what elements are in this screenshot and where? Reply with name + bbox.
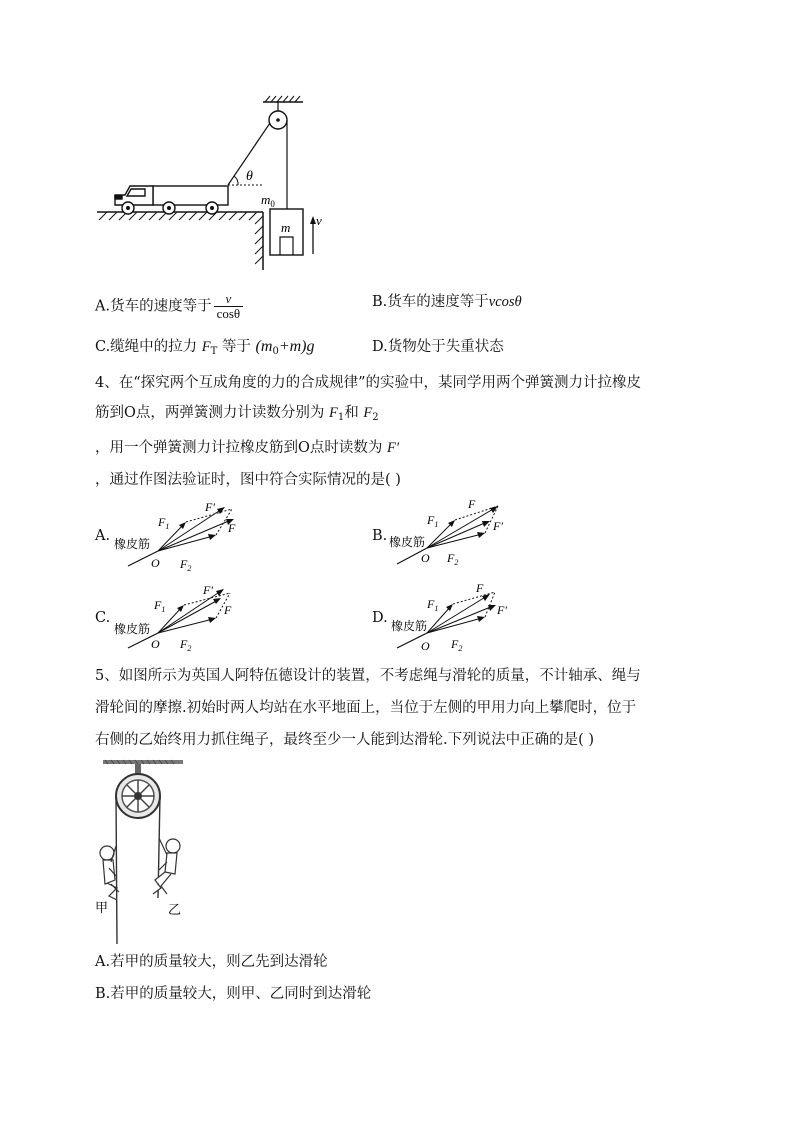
force-diagram-a (108, 496, 258, 571)
theta-label: θ (246, 169, 253, 184)
svg-text:F2: $F_2$ (180, 637, 192, 653)
svg-text:F1: $F_1$ (427, 597, 439, 613)
force-diagram-c (108, 578, 258, 653)
q4-line-2: 筋到O点，两弹簧测力计读数分别为 $F_1$和 $F_2$ (95, 405, 379, 423)
svg-text:O: O (421, 551, 430, 565)
svg-text:F1: $F_1$ (158, 515, 170, 531)
svg-text:橡皮筋: 橡皮筋 (389, 535, 426, 549)
svg-text:m0: $m_0$ (261, 192, 275, 209)
atwood-machine-figure (95, 758, 205, 948)
q3-option-b: B.货车的速度等于vcosθ (372, 294, 522, 310)
q4-option-a-label: A. (95, 528, 111, 544)
svg-text:F2: $F_2$ (447, 551, 459, 567)
svg-text:F′: F′ (497, 603, 507, 617)
q4-option-d-label: D. (372, 610, 388, 626)
q4-option-c-label: C. (95, 610, 111, 626)
svg-text:甲: 甲 (95, 900, 109, 915)
svg-text:v: v (316, 213, 322, 228)
q5-line-2: 滑轮间的摩擦.初始时两人均站在水平地面上，当位于左侧的甲用力向上攀爬时，位于 (95, 700, 637, 716)
svg-text:F: F (228, 521, 236, 535)
svg-text:F2: $F_2$ (451, 637, 463, 653)
fraction: $\frac{v}{\cos\theta}$ (214, 292, 244, 321)
svg-text:O: O (421, 639, 430, 653)
force-diagram-d (385, 578, 535, 653)
svg-text:F1: $F_1$ (154, 598, 166, 614)
svg-text:F′: F′ (203, 583, 213, 597)
q5-line-1: 5、如图所示为英国人阿特伍德设计的装置，不考虑绳与滑轮的质量，不计轴承、绳与 (95, 668, 641, 684)
q4-option-b-label: B. (372, 528, 388, 544)
svg-text:橡皮筋: 橡皮筋 (391, 619, 428, 633)
truck-pulley-figure (95, 92, 335, 272)
q3-option-c: C.缆绳中的拉力 $F_T$ 等于 $(m_0+m)g$ (95, 338, 315, 357)
q4-line-4: ，通过作图法验证时，图中符合实际情况的是( ) (95, 472, 401, 488)
svg-text:F2: $F_2$ (180, 557, 192, 571)
svg-text:F′: F′ (493, 519, 503, 533)
q3-option-a: A.货车的速度等于 $\frac{v}{\cos\theta}$ (95, 292, 245, 321)
q5-option-b: B.若甲的质量较大，则甲、乙同时到达滑轮 (95, 986, 372, 1002)
svg-text:橡皮筋: 橡皮筋 (114, 622, 151, 636)
svg-text:乙: 乙 (168, 902, 182, 917)
svg-text:F′: F′ (205, 500, 215, 514)
svg-text:O: O (151, 556, 160, 570)
svg-text:F: F (224, 603, 232, 617)
svg-text:m: m (281, 220, 291, 235)
svg-text:F: F (468, 497, 476, 511)
q4-line-1: 4、在“探究两个互成角度的力的合成规律”的实验中，某同学用两个弹簧测力计拉橡皮 (95, 375, 642, 391)
svg-text:F1: $F_1$ (427, 513, 439, 529)
q3-option-d: D.货物处于失重状态 (372, 339, 504, 355)
pulley-wheel (116, 774, 160, 818)
q5-line-3: 右侧的乙始终用力抓住绳子，最终至少一人能到达滑轮.下列说法中正确的是( ) (95, 732, 595, 748)
svg-text:O: O (151, 637, 160, 651)
force-diagram-b (385, 496, 535, 571)
q4-line-3: ，用一个弹簧测力计拉橡皮筋到O点时读数为 F′ (95, 440, 400, 456)
svg-text:橡皮筋: 橡皮筋 (114, 537, 151, 551)
boy-yi (153, 838, 180, 894)
q5-option-a: A.若甲的质量较大，则乙先到达滑轮 (95, 954, 328, 970)
svg-text:F: F (476, 581, 484, 595)
